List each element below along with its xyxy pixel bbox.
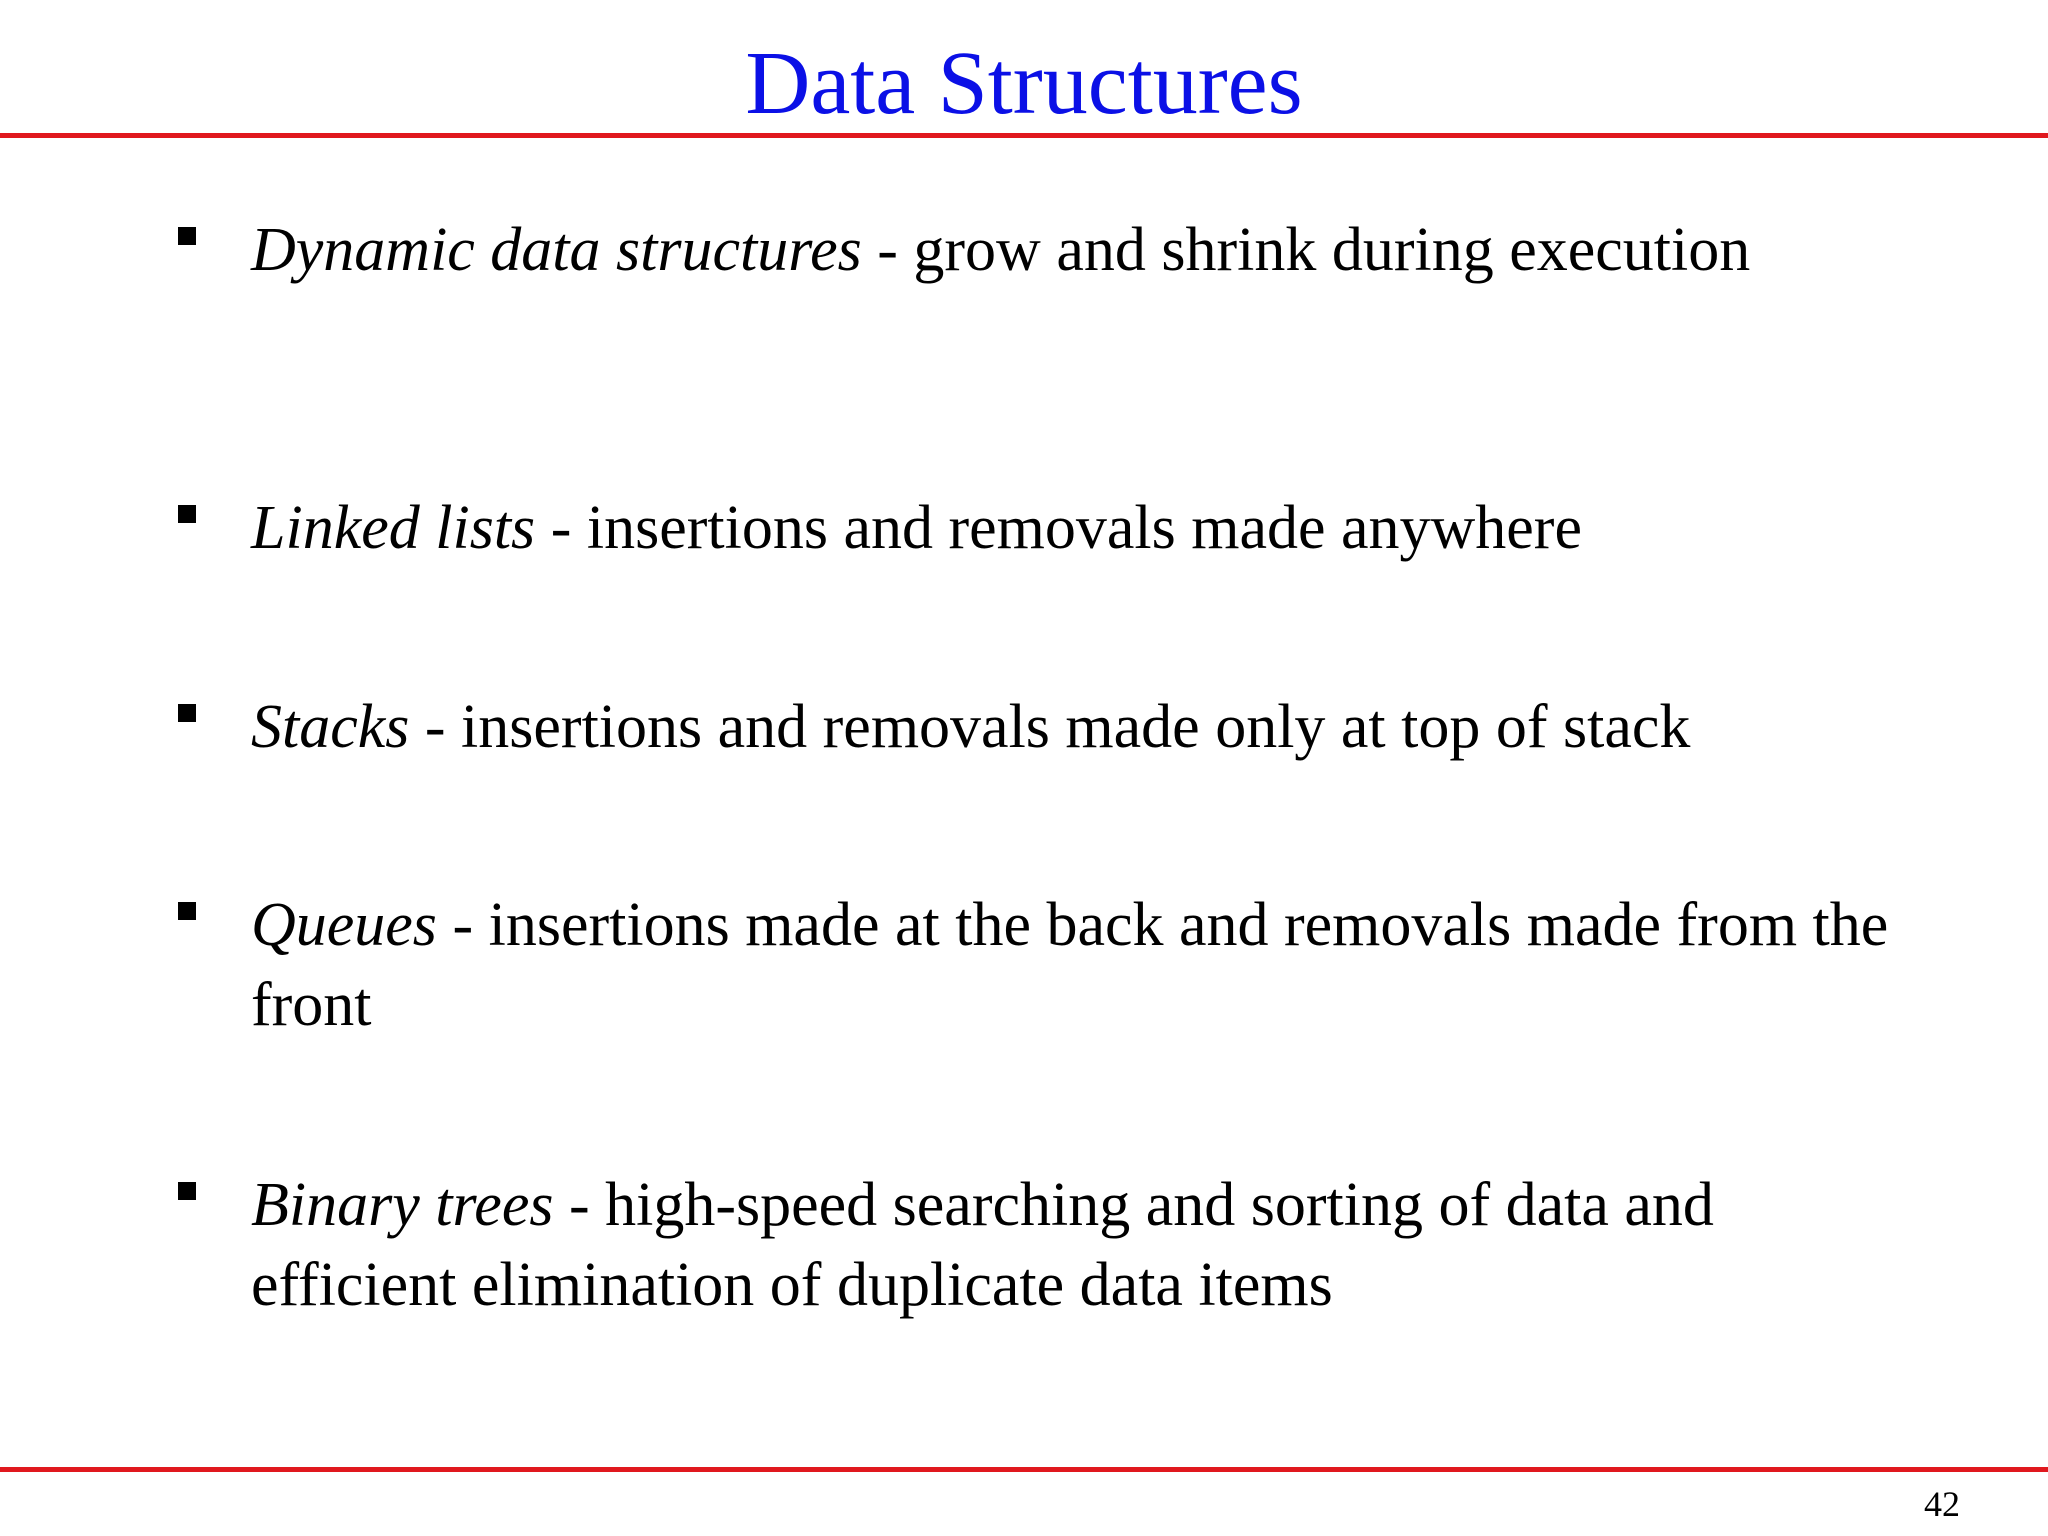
- bullet-text: [251, 210, 1891, 290]
- bullet-term: Binary trees: [251, 1171, 554, 1239]
- bullet-description: insertions and removals made anywhere: [586, 494, 1582, 562]
- square-bullet-icon: [178, 704, 196, 722]
- page-number: 42: [1924, 1484, 1960, 1524]
- bullet-text: [251, 885, 1891, 1045]
- slide-title: Data Structures: [745, 34, 1303, 133]
- square-bullet-icon: [178, 902, 196, 920]
- bullet-separator: -: [553, 1171, 606, 1239]
- square-bullet-icon: [178, 1182, 196, 1200]
- bullet-term: Linked lists: [251, 494, 536, 562]
- bullet-description: high-speed searching and sorting of data and efficient elimination of duplicate data items: [251, 1171, 1714, 1319]
- bullet-separator: -: [409, 693, 462, 761]
- bullet-term: Dynamic data structures: [251, 216, 862, 284]
- title-divider: [0, 133, 2048, 138]
- bullet-text: [251, 488, 1891, 568]
- bullet-description: insertions and removals made only at top of stack: [461, 693, 1691, 761]
- bullet-term: Queues: [251, 891, 437, 959]
- footer-divider: [0, 1467, 2048, 1472]
- square-bullet-icon: [178, 505, 196, 523]
- bullet-term: Stacks: [251, 693, 410, 761]
- bullet-separator: -: [861, 216, 914, 284]
- bullet-separator: -: [436, 891, 489, 959]
- bullet-text: [251, 687, 1891, 767]
- bullet-text: [251, 1165, 1891, 1325]
- bullet-separator: -: [535, 494, 587, 562]
- square-bullet-icon: [178, 227, 196, 245]
- bullet-description: insertions made at the back and removals made from the front: [251, 891, 1889, 1039]
- bullet-description: grow and shrink during execution: [913, 216, 1751, 284]
